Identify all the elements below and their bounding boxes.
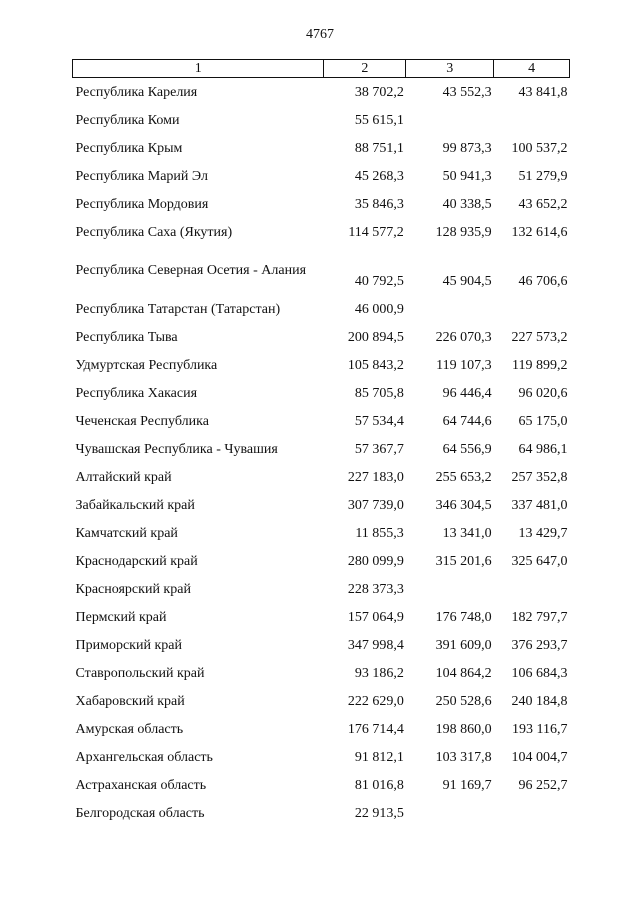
region-name-cell: Алтайский край — [75, 469, 172, 485]
region-name-cell: Ставропольский край — [75, 665, 205, 681]
value-col-2-cell: 57 534,4 — [354, 413, 404, 429]
table-row — [73, 351, 570, 379]
region-name-cell: Архангельская область — [75, 749, 213, 765]
table-row — [73, 323, 570, 351]
value-col-4-cell: 65 175,0 — [518, 413, 568, 429]
table-row — [73, 659, 570, 687]
value-col-3-cell: 250 528,6 — [435, 693, 492, 709]
region-name-cell: Республика Коми — [75, 112, 180, 128]
table-row — [73, 218, 570, 246]
value-col-3-cell — [406, 575, 494, 603]
value-col-3-cell: 50 941,3 — [442, 168, 492, 184]
table-row — [73, 463, 570, 491]
value-col-2-cell: 45 268,3 — [354, 168, 404, 184]
value-col-2-cell: 114 577,2 — [348, 224, 404, 240]
value-col-2-cell: 200 894,5 — [347, 329, 404, 345]
value-col-2-cell: 280 099,9 — [347, 553, 404, 569]
value-col-2-cell: 11 855,3 — [355, 525, 404, 541]
table-row — [73, 631, 570, 659]
table-row — [73, 435, 570, 463]
region-name-cell: Республика Саха (Якутия) — [75, 224, 233, 240]
value-col-2-cell: 222 629,0 — [347, 693, 404, 709]
value-col-4-cell: 325 647,0 — [511, 553, 568, 569]
value-col-4-cell — [494, 575, 570, 603]
value-col-2-cell: 93 186,2 — [354, 665, 404, 681]
value-col-4-cell: 64 986,1 — [518, 441, 568, 457]
region-name-cell: Республика Марий Эл — [75, 168, 208, 184]
table-row — [73, 407, 570, 435]
value-col-2-cell: 57 367,7 — [354, 441, 404, 457]
value-col-4-cell: 43 652,2 — [518, 196, 568, 212]
value-col-4-cell: 132 614,6 — [511, 224, 568, 240]
region-name-cell: Республика Татарстан (Татарстан) — [75, 301, 281, 317]
table-row — [73, 519, 570, 547]
value-col-2-cell: 105 843,2 — [347, 357, 404, 373]
region-name-cell: Приморский край — [75, 637, 182, 653]
value-col-3-cell: 104 864,2 — [435, 665, 492, 681]
table-row — [73, 603, 570, 631]
value-col-3-cell: 64 556,9 — [442, 441, 492, 457]
value-col-3-cell: 226 070,3 — [435, 329, 492, 345]
value-col-3-cell: 198 860,0 — [435, 721, 492, 737]
value-col-4-cell: 104 004,7 — [511, 749, 568, 765]
table-row — [73, 190, 570, 218]
region-name-cell: Астраханская область — [75, 777, 207, 793]
value-col-4-cell: 106 684,3 — [511, 665, 568, 681]
value-col-2-cell: 157 064,9 — [347, 609, 404, 625]
value-col-3-cell: 315 201,6 — [435, 553, 492, 569]
value-col-4-cell: 100 537,2 — [511, 140, 568, 156]
value-col-4-cell — [494, 106, 570, 134]
table-row — [73, 246, 570, 295]
value-col-3-cell: 119 107,3 — [436, 357, 492, 373]
value-col-3-cell: 64 744,6 — [442, 413, 492, 429]
value-col-2-cell: 227 183,0 — [347, 469, 404, 485]
page-number: 4767 — [306, 27, 334, 42]
header-col-3: 3 — [406, 60, 494, 78]
value-col-2-cell: 85 705,8 — [354, 385, 404, 401]
header-col-4: 4 — [494, 60, 570, 78]
value-col-3-cell: 96 446,4 — [442, 385, 492, 401]
region-name-cell: Республика Хакасия — [75, 385, 198, 401]
table-row — [73, 687, 570, 715]
region-name-cell: Республика Тыва — [75, 329, 178, 345]
value-col-3-cell: 43 552,3 — [442, 84, 492, 100]
table-row — [73, 78, 570, 107]
region-name-cell: Пермский край — [75, 609, 167, 625]
value-col-4-cell: 182 797,7 — [511, 609, 568, 625]
value-col-3-cell — [406, 799, 494, 827]
region-name-cell: Республика Карелия — [75, 84, 198, 100]
value-col-4-cell: 13 429,7 — [518, 525, 568, 541]
region-name-cell: Забайкальский край — [75, 497, 195, 513]
table-row — [73, 162, 570, 190]
value-col-4-cell: 337 481,0 — [511, 497, 568, 513]
region-name-cell: Камчатский край — [75, 525, 178, 541]
value-col-2-cell: 46 000,9 — [354, 301, 404, 317]
value-col-4-cell: 119 899,2 — [512, 357, 568, 373]
value-col-3-cell: 103 317,8 — [435, 749, 492, 765]
value-col-3-cell: 91 169,7 — [442, 777, 492, 793]
value-col-3-cell — [406, 295, 494, 323]
value-col-3-cell: 45 904,5 — [442, 274, 492, 289]
value-col-3-cell: 346 304,5 — [435, 497, 492, 513]
value-col-2-cell: 91 812,1 — [354, 749, 404, 765]
value-col-4-cell — [494, 295, 570, 323]
table-row — [73, 799, 570, 827]
table-row — [73, 743, 570, 771]
region-name-cell: Удмуртская Республика — [75, 357, 218, 373]
value-col-2-cell: 228 373,3 — [347, 581, 404, 597]
value-col-2-cell: 38 702,2 — [354, 84, 404, 100]
value-col-2-cell: 81 016,8 — [354, 777, 404, 793]
value-col-4-cell: 43 841,8 — [518, 84, 568, 100]
region-name-cell: Белгородская область — [75, 805, 205, 821]
table-row — [73, 771, 570, 799]
header-col-2: 2 — [324, 60, 406, 78]
value-col-4-cell: 193 116,7 — [512, 721, 568, 737]
table-row — [73, 715, 570, 743]
value-col-2-cell: 40 792,5 — [354, 274, 404, 289]
region-name-cell: Чеченская Республика — [75, 413, 209, 429]
value-col-4-cell: 96 020,6 — [518, 385, 568, 401]
value-col-2-cell: 307 739,0 — [347, 497, 404, 513]
value-col-3-cell — [406, 106, 494, 134]
value-col-2-cell: 55 615,1 — [354, 112, 404, 128]
region-name-cell: Республика Мордовия — [75, 196, 209, 212]
value-col-2-cell: 347 998,4 — [347, 637, 404, 653]
table-row — [73, 491, 570, 519]
region-name-cell: Республика Крым — [75, 140, 183, 156]
table-header — [73, 60, 570, 78]
value-col-4-cell: 240 184,8 — [511, 693, 568, 709]
table-row — [73, 134, 570, 162]
value-col-3-cell: 13 341,0 — [442, 525, 492, 541]
table-row — [73, 295, 570, 323]
value-col-4-cell — [494, 799, 570, 827]
value-col-3-cell: 99 873,3 — [442, 140, 492, 156]
value-col-4-cell: 376 293,7 — [511, 637, 568, 653]
region-name-cell: Хабаровский край — [75, 693, 185, 709]
header-col-1: 1 — [73, 60, 324, 78]
table-body — [73, 78, 570, 828]
region-name-cell: Красноярский край — [75, 581, 191, 597]
value-col-4-cell: 257 352,8 — [511, 469, 568, 485]
region-name-cell: Краснодарский край — [75, 553, 198, 569]
value-col-3-cell: 255 653,2 — [435, 469, 492, 485]
region-name-cell: Республика Северная Осетия - Алания — [75, 263, 307, 278]
table-row — [73, 575, 570, 603]
value-col-3-cell: 391 609,0 — [435, 637, 492, 653]
value-col-4-cell: 227 573,2 — [511, 329, 568, 345]
value-col-2-cell: 176 714,4 — [347, 721, 404, 737]
value-col-2-cell: 22 913,5 — [354, 805, 404, 821]
value-col-2-cell: 88 751,1 — [354, 140, 404, 156]
region-name-cell: Чувашская Республика - Чувашия — [75, 441, 278, 457]
value-col-3-cell: 176 748,0 — [435, 609, 492, 625]
value-col-3-cell: 128 935,9 — [435, 224, 492, 240]
table-row — [73, 106, 570, 134]
value-col-3-cell: 40 338,5 — [442, 196, 492, 212]
region-name-cell: Амурская область — [75, 721, 184, 737]
table-row — [73, 379, 570, 407]
header-row — [73, 60, 570, 78]
regions-table — [72, 59, 570, 827]
value-col-4-cell: 51 279,9 — [518, 168, 568, 184]
value-col-4-cell: 96 252,7 — [518, 777, 568, 793]
table-row — [73, 547, 570, 575]
value-col-2-cell: 35 846,3 — [354, 196, 404, 212]
value-col-4-cell: 46 706,6 — [518, 274, 568, 289]
